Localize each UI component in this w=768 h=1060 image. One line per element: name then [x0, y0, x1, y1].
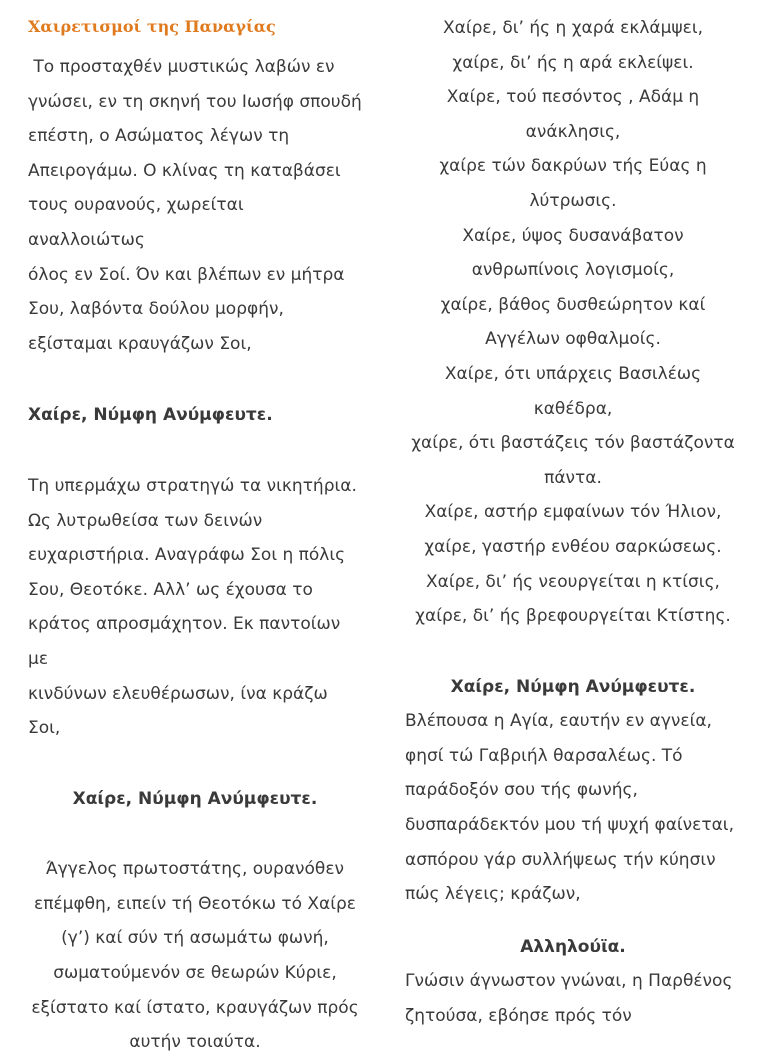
oikos2-paragraph [405, 704, 741, 912]
right-column [405, 11, 741, 1034]
text-line: Το προσταχθέν μυστικώς λαβών εν [28, 57, 335, 77]
text-line: Χαίρε, τού πεσόντος , Αδάμ η [446, 87, 700, 108]
text-line: χαίρε, ότι βαστάζεις τόν βαστάζοντα [411, 433, 735, 454]
kontakion-paragraph [28, 469, 362, 746]
text-line: Γνώσιν άγνωστον γνώναι, η Παρθένος [405, 971, 733, 992]
text-line: χαίρε, βάθος δυσθεώρητον καί [440, 294, 706, 315]
text-line: χαίρε, δι’ ής η αρά εκλείψει. [452, 52, 694, 73]
text-line: πώς λέγεις; κράζων, [405, 884, 581, 905]
text-line: ζητούσα, εβόησε πρός τόν [405, 1006, 632, 1027]
text-line: όλος εν Σοί. Όν και βλέπων εν μήτρα [28, 264, 345, 285]
text-line: χαίρε, δι’ ής βρεφουργείται Κτίστης. [415, 606, 731, 627]
text-line: Τη υπερμάχω στρατηγώ τα νικητήρια. [28, 475, 357, 496]
text-line: γνώσει, εν τη σκηνή του Ιωσήφ σπουδή [28, 91, 362, 112]
text-line: Ως λυτρωθείσα των δεινών [28, 510, 263, 531]
text-line: Χαίρε, δι’ ής η χαρά εκλάμψει, [443, 18, 703, 38]
text-line: ανθρωπίνοις λογισμοίς, [471, 260, 675, 281]
text-line: αυτήν τοιαύτα. [129, 1032, 261, 1053]
left-column [28, 0, 362, 1060]
text-line: Βλέπουσα η Αγία, εαυτήν εν αγνεία, [405, 711, 712, 732]
text-line: πάντα. [544, 467, 602, 488]
text-line: παράδοξόν σου τής φωνής, [405, 780, 638, 801]
text-line: τους ουρανούς, χωρείται αναλλοιώτως [28, 195, 244, 250]
refrain-heading: Χαίρε, Νύμφη Ανύμφευτε. [28, 405, 273, 426]
text-line: (γ’) καί σύν τή ασωμάτω φωνή, [61, 928, 329, 949]
text-line: εξίσταμαι κραυγάζων Σοι, [28, 333, 252, 354]
text-line: Σου, λαβόντα δούλου μορφήν, [28, 299, 284, 320]
oikos-paragraph [28, 852, 362, 1060]
text-line: λύτρωσις. [529, 190, 617, 211]
chairetismoi-paragraph [405, 11, 741, 634]
text-line: ανάκλησις, [525, 121, 621, 142]
text-line: Χαίρε, ότι υπάρχεις Βασιλέως καθέδρα, [444, 363, 702, 419]
intro-paragraph [28, 50, 362, 361]
text-line: ασπόρου γάρ συλλήψεως τήν κύησιν [405, 849, 716, 870]
text-line: Άγγελος πρωτοστάτης, ουρανόθεν [45, 859, 345, 880]
text-line: χαίρε τών δακρύων τής Εύας η [439, 156, 707, 177]
text-line: κράτος απροσμάχητον. Εκ παντοίων με [28, 614, 341, 669]
oikos3-paragraph [405, 964, 741, 1033]
alleluia-heading: Αλληλούϊα. [520, 936, 626, 957]
text-line: εξίστατο καί ίστατο, κραυγάζων πρός [31, 997, 359, 1018]
text-line: Χαίρε, ύψος δυσανάβατον [462, 225, 684, 246]
text-line: σωματούμενόν σε θεωρών Κύριε, [53, 963, 337, 984]
text-line: Απειρογάμω. Ο κλίνας τη καταβάσει [28, 160, 341, 181]
text-line: Σου, Θεοτόκε. Αλλ’ ως έχουσα το [28, 579, 313, 600]
text-line: επέμφθη, ειπείν τή Θεοτόκω τό Χαίρε [34, 893, 356, 914]
text-line: ευχαριστήρια. Αναγράφω Σοι η πόλις [28, 545, 346, 566]
text-line: επέστη, ο Ασώματος λέγων τη [28, 126, 290, 147]
page-title: Χαιρετισμοί της Παναγίας [28, 17, 276, 36]
text-line: δυσπαράδεκτόν μου τή ψυχή φαίνεται, [405, 815, 734, 836]
text-line: Χαίρε, δι’ ής νεουργείται η κτίσις, [426, 571, 720, 592]
text-line: Χαίρε, αστήρ εμφαίνων τόν Ήλιον, [424, 502, 722, 523]
text-line: φησί τώ Γαβριήλ θαρσαλέως. Τό [405, 745, 683, 766]
refrain-heading: Χαίρε, Νύμφη Ανύμφευτε. [450, 676, 696, 697]
text-line: χαίρε, γαστήρ ενθέου σαρκώσεως. [424, 536, 722, 557]
text-line: Αγγέλων οφθαλμοίς. [485, 329, 661, 350]
refrain-heading: Χαίρε, Νύμφη Ανύμφευτε. [72, 788, 318, 809]
text-line: κινδύνων ελευθέρωσων, ίνα κράζω Σοι, [28, 683, 328, 739]
